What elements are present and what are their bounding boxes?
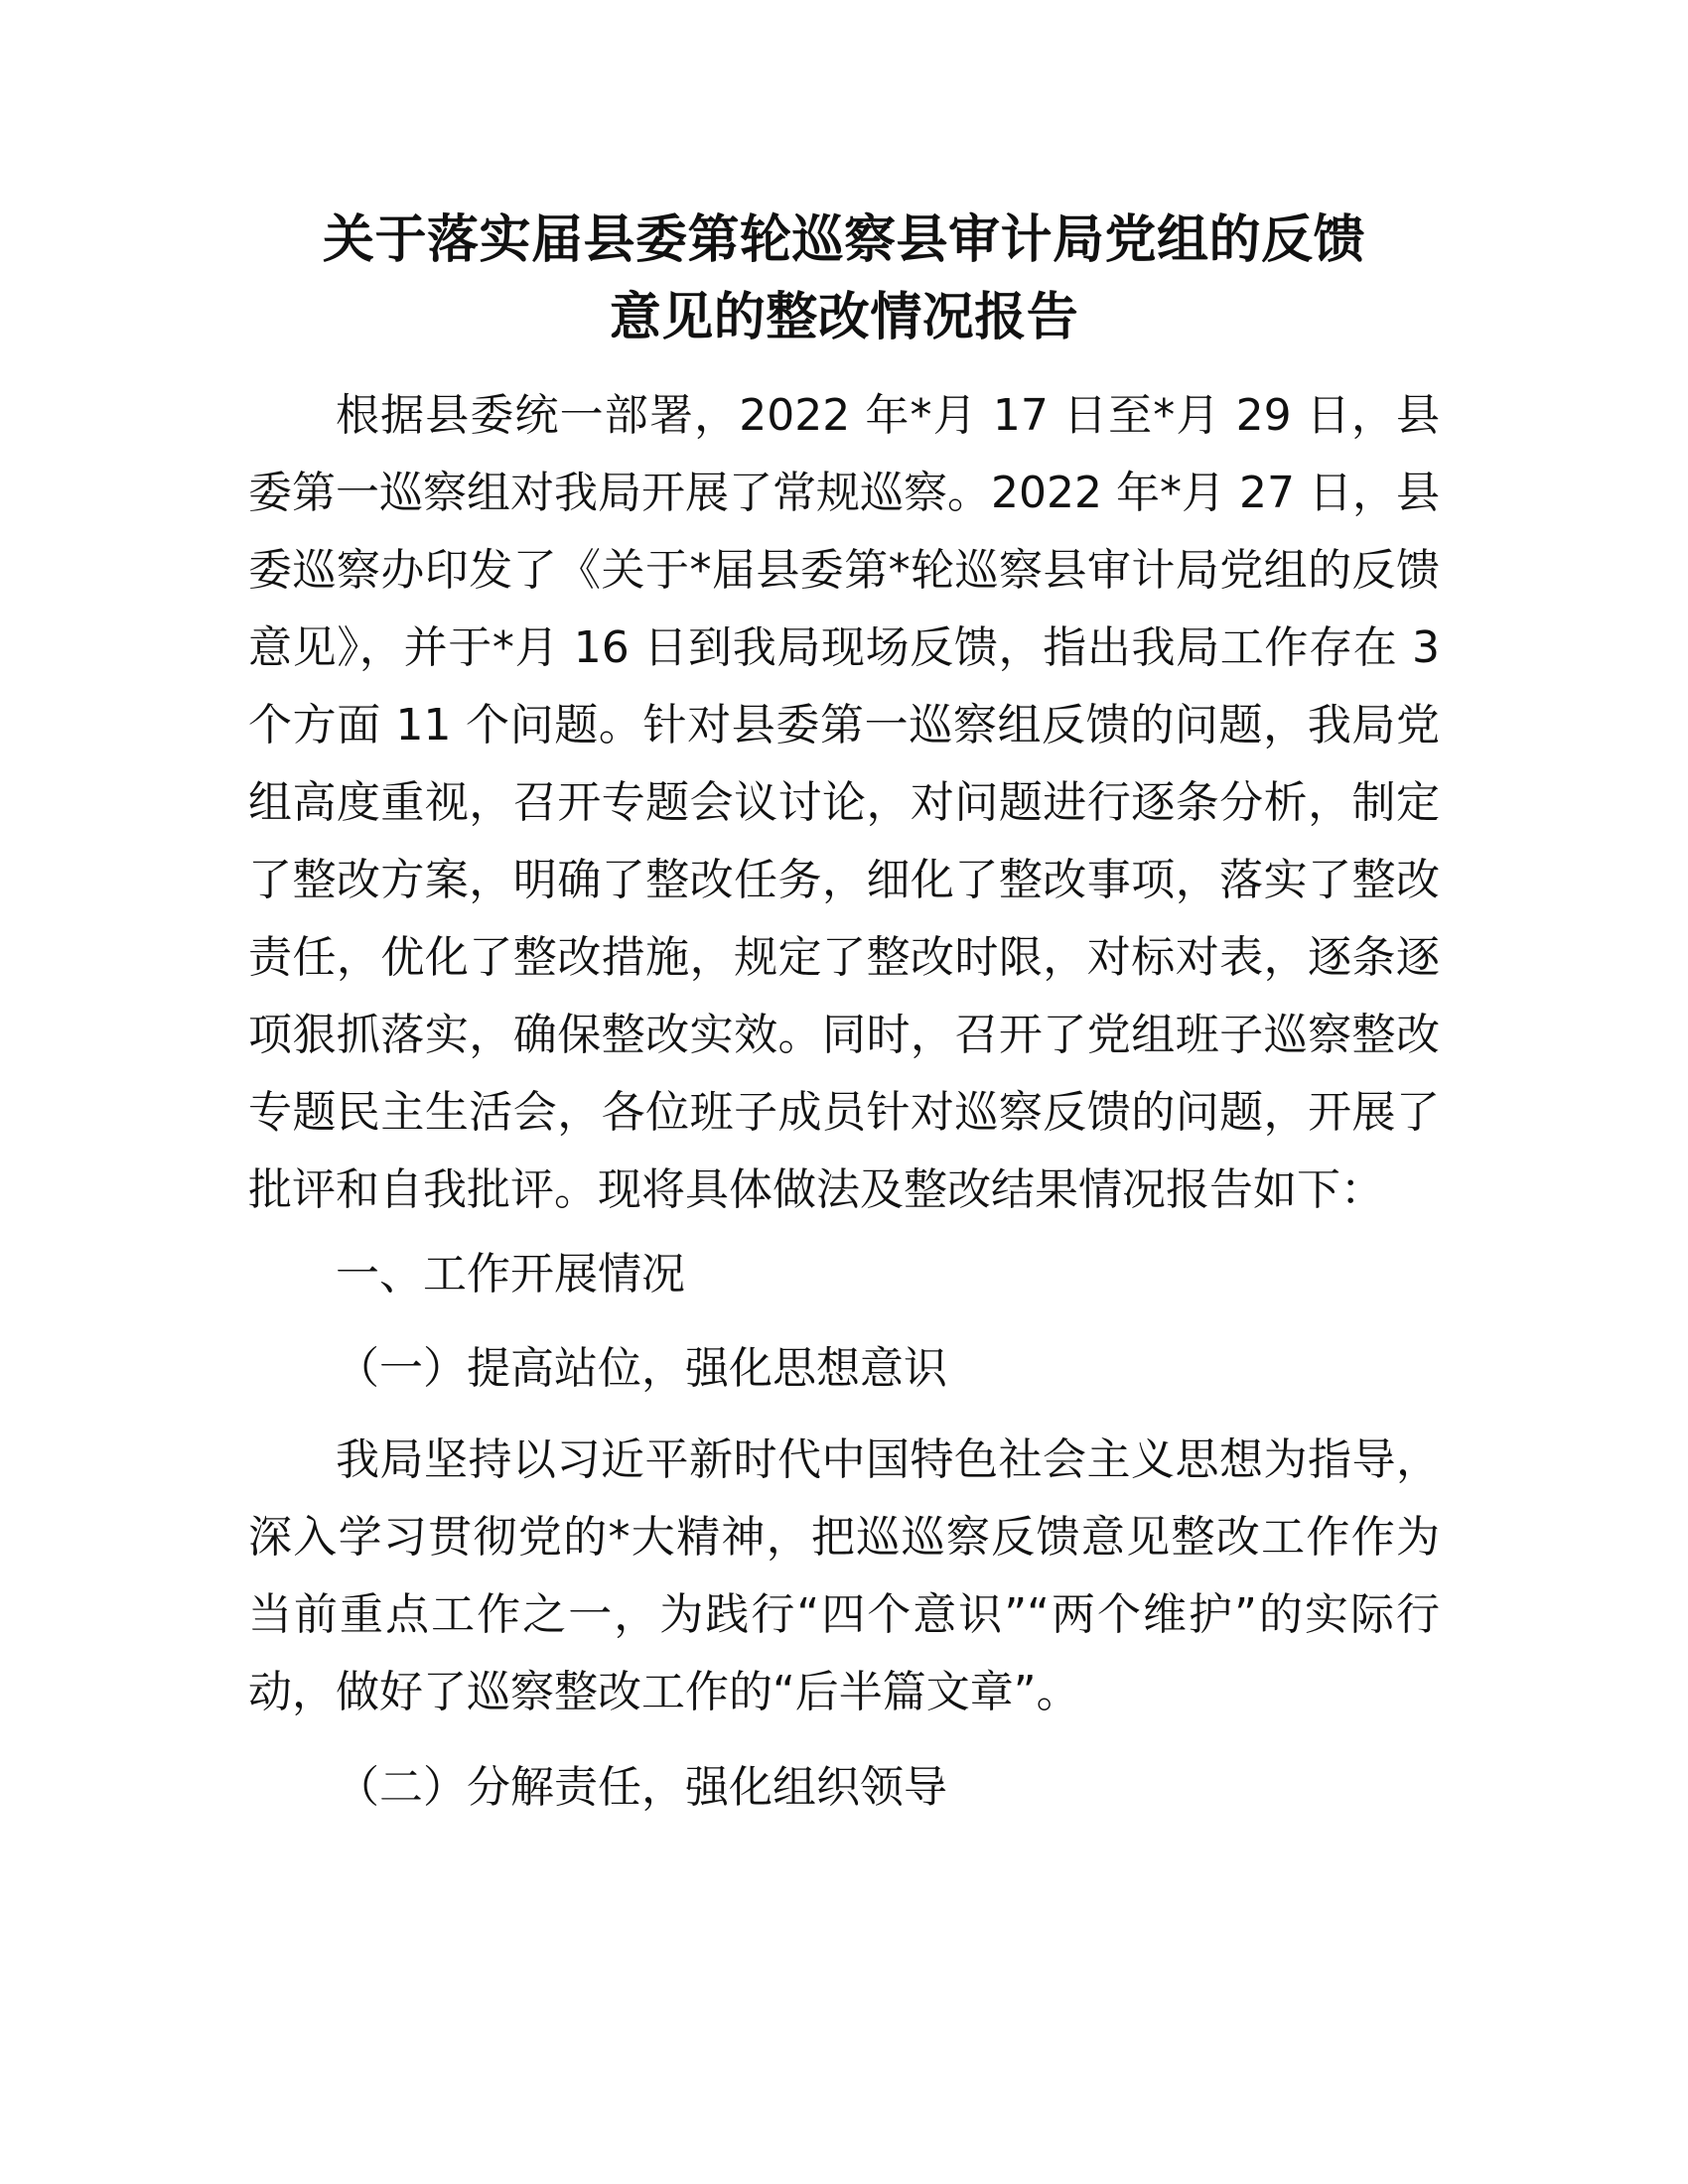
subsection-1-heading-block: [248, 1330, 1440, 1408]
section-1-heading-block: [248, 1236, 1440, 1313]
document-title-line-1: 关于落实届县委第轮巡察县审计局党组的反馈: [322, 210, 1365, 270]
intro-paragraph-block: [248, 377, 1440, 1229]
subsection-2-heading: （二）分解责任，强化组织领导: [336, 1762, 947, 1813]
subsection-2-heading-block: [248, 1749, 1440, 1827]
subsection-1-heading: （一）提高站位，强化思想意识: [336, 1343, 947, 1394]
section-1-heading: 一、工作开展情况: [336, 1249, 685, 1299]
subsection-1-paragraph-block: [248, 1422, 1440, 1731]
document-title: [248, 202, 1440, 356]
intro-paragraph: 根据县委统一部署，2022 年*月 17 日至*月 29 日，县委第一巡察组对我局开展了常规巡察。2022 年*月 27 日，县委巡察办印发了《关于*届县委第*轮巡察县审计局党组的反馈意见》，并于*月 16 日到我局现场反馈，指出我局工作存在 3 个方面 11 个问题。针对县委第一巡察组反馈的问题，我局党组高度重视，召开专题会议讨论，对问题进行逐条分析，制定了整改方案，明确了整改任务，细化了整改事项，落实了整改责任，优化了整改措施，规定了整改时限，对标对表，逐条逐项狠抓落实，确保整改实效。同时，召开了党组班子巡察整改专题民主生活会，各位班子成员针对巡察反馈的问题，开展了批评和自我批评。现将具体做法及整改结果情况报告如下：: [248, 390, 1440, 1215]
subsection-1-paragraph: 我局坚持以习近平新时代中国特色社会主义思想为指导，深入学习贯彻党的*大精神，把巡巡察反馈意见整改工作作为当前重点工作之一，为践行“四个意识”“两个维护”的实际行动，做好了巡察整改工作的“后半篇文章”。: [248, 1434, 1440, 1717]
document-title-line-2: 意见的整改情况报告: [609, 288, 1079, 347]
